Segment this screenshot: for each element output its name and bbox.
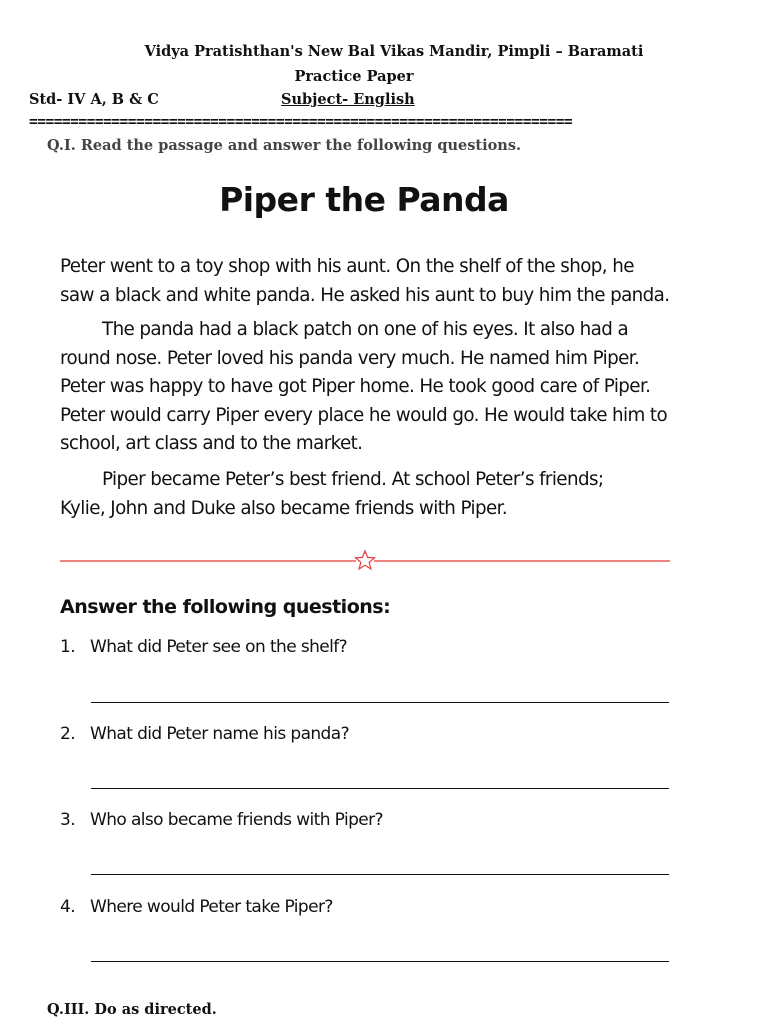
question-number: 3. xyxy=(60,810,76,830)
question-text: Who also became friends with Piper? xyxy=(90,810,383,830)
questions-heading: Answer the following questions: xyxy=(60,596,391,618)
question-text: What did Peter see on the shelf? xyxy=(90,637,348,657)
passage-line: Peter was happy to have got Piper home. He took good care of Piper. xyxy=(60,376,651,397)
passage-line: Kylie, John and Duke also became friends with Piper. xyxy=(60,497,508,519)
answer-line-3 xyxy=(91,874,669,875)
star-icon xyxy=(356,551,375,569)
header-rule: ================================================================== xyxy=(29,114,573,130)
question-number: 4. xyxy=(60,897,76,917)
passage-paragraph-1 xyxy=(60,253,670,310)
passage-paragraph-3 xyxy=(60,466,603,523)
question-1 xyxy=(60,637,347,657)
passage-title: Piper the Panda xyxy=(219,180,509,219)
passage-line: Peter went to a toy shop with his aunt. On the shelf of the shop, he xyxy=(60,256,634,277)
star-divider xyxy=(60,549,670,573)
answer-line-2 xyxy=(91,788,669,789)
paper-type: Practice Paper xyxy=(294,68,414,85)
answer-line-4 xyxy=(91,961,669,962)
passage-line: Peter would carry Piper every place he would go. He would take him to xyxy=(60,404,668,426)
standard-label: Std- IV A, B & C xyxy=(29,91,159,108)
question-3 xyxy=(60,810,383,830)
passage-line: school, art class and to the market. xyxy=(60,433,363,454)
school-name: Vidya Pratishthan's New Bal Vikas Mandir, Pimpli – Baramati xyxy=(144,43,644,60)
passage-line: round nose. Peter loved his panda very much. He named him Piper. xyxy=(60,347,640,369)
passage-line: Piper became Peter’s best friend. At school Peter’s friends; xyxy=(102,469,604,490)
section-3-instruction: Q.III. Do as directed. xyxy=(47,1001,217,1018)
passage-line: saw a black and white panda. He asked his aunt to buy him the panda. xyxy=(60,284,670,306)
question-2 xyxy=(60,724,349,744)
passage-paragraph-2 xyxy=(60,316,667,459)
question-number: 2. xyxy=(60,724,76,744)
section-1-instruction: Q.I. Read the passage and answer the following questions. xyxy=(47,137,522,154)
question-4 xyxy=(60,897,333,917)
question-text: Where would Peter take Piper? xyxy=(90,897,333,917)
question-text: What did Peter name his panda? xyxy=(90,724,349,744)
question-number: 1. xyxy=(60,637,76,657)
answer-line-1 xyxy=(91,702,669,703)
subject-label: Subject- English xyxy=(281,91,415,108)
passage-line: The panda had a black patch on one of his eyes. It also had a xyxy=(102,319,629,340)
